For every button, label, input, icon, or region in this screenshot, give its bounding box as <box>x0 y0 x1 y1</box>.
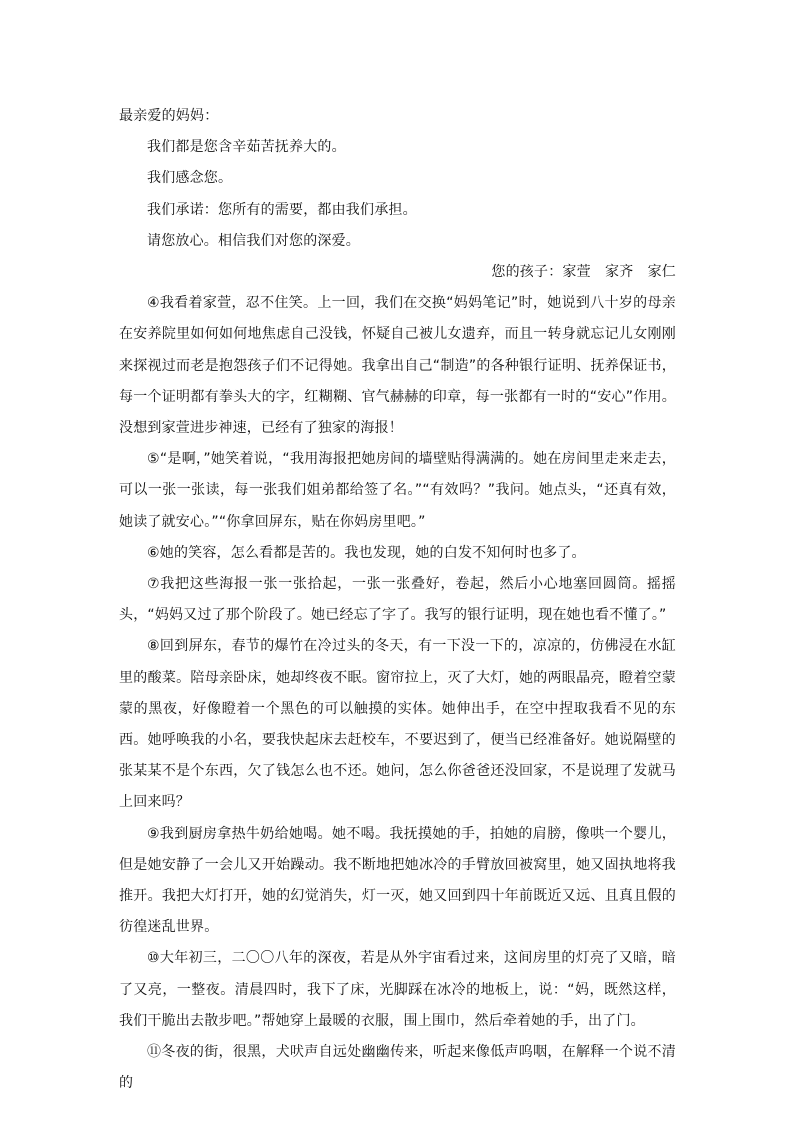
paragraph-7: ⑦我把这些海报一张一张拾起，一张一张叠好，卷起，然后小心地塞回圆筒。摇摇头，“妈妈又过了那个阶段了。她已经忘了字了。我写的银行证明，现在她也看不懂了。” <box>119 576 676 624</box>
paragraph-6: ⑥她的笑容，怎么看都是苦的。我也发现，她的白发不知何时也多了。 <box>147 544 586 561</box>
paragraph-4: ④我看着家萱，忍不住笑。上一回，我们在交换“妈妈笔记”时，她说到八十岁的母亲在安养院里如何如何地焦虑自己没钱，怀疑自己被儿女遗弃，而且一转身就忘记儿女刚刚来探视过而老是抱怨孩子们不记得她。我拿出自己“制造”的各种银行证明、抚养保证书，每一个证明都有拳头大的字，红糊糊、官气赫赫的印章，每一张都有一时的“安心”作用。没想到家萱进步神速，已经有了独家的海报！ <box>119 295 676 437</box>
letter-line: 我们承诺：您所有的需要，都由我们承担。 <box>147 201 417 218</box>
paragraph-5: ⑤“是啊，”她笑着说，“我用海报把她房间的墙壁贴得满满的。她在房间里走来走去，可以一张一张读，每一张我们姐弟都给签了名。”“有效吗？”我问。她点头，“还真有效，她读了就安心。”“你拿回屏东，贴在你妈房里吧。” <box>119 451 676 530</box>
paragraph-8: ⑧回到屏东，春节的爆竹在冷过头的冬天，有一下没一下的，凉凉的，仿佛浸在水缸里的酸菜。陪母亲卧床，她却终夜不眠。窗帘拉上，灭了大灯，她的两眼晶亮，瞪着空蒙蒙的黑夜，好像瞪着一个黑色的可以触摸的实体。她伸出手，在空中捏取我看不见的东西。她呼唤我的小名，要我快起床去赶校车，不要迟到了，便当已经准备好。她说隔壁的张某某不是个东西，欠了钱怎么也不还。她问，怎么你爸爸还没回家，不是说理了发就马上回来吗？ <box>119 638 676 811</box>
paragraph-10: ⑩大年初三，二〇〇八年的深夜，若是从外宇宙看过来，这间房里的灯亮了又暗，暗了又亮，一整夜。清晨四时，我下了床，光脚踩在冰冷的地板上，说：“妈，既然这样，我们干脆出去散步吧。”帮她穿上最暖的衣服，围上围巾，然后牵着她的手，出了门。 <box>119 950 676 1029</box>
paragraph-11: ⑪冬夜的街，很黑，犬吠声自远处幽幽传来，听起来像低声呜咽，在解释一个说不清的 <box>119 1044 676 1092</box>
letter-line: 我们都是您含辛茹苦抚养大的。 <box>147 139 346 156</box>
letter-signature: 您的孩子：家萱 家齐 家仁 <box>491 264 676 281</box>
letter-line: 请您放心。相信我们对您的深爱。 <box>147 232 360 249</box>
document-body <box>119 101 676 1100</box>
letter-line: 我们感念您。 <box>147 170 233 187</box>
letter-salutation: 最亲爱的妈妈： <box>119 108 219 124</box>
paragraph-9: ⑨我到厨房拿热牛奶给她喝。她不喝。我抚摸她的手，拍她的肩膀，像哄一个婴儿，但是她安静了一会儿又开始躁动。我不断地把她冰冷的手臂放回被窝里，她又固执地将我推开。我把大灯打开，她的幻觉消失，灯一灭，她又回到四十年前既近又远、且真且假的彷徨迷乱世界。 <box>119 825 676 936</box>
